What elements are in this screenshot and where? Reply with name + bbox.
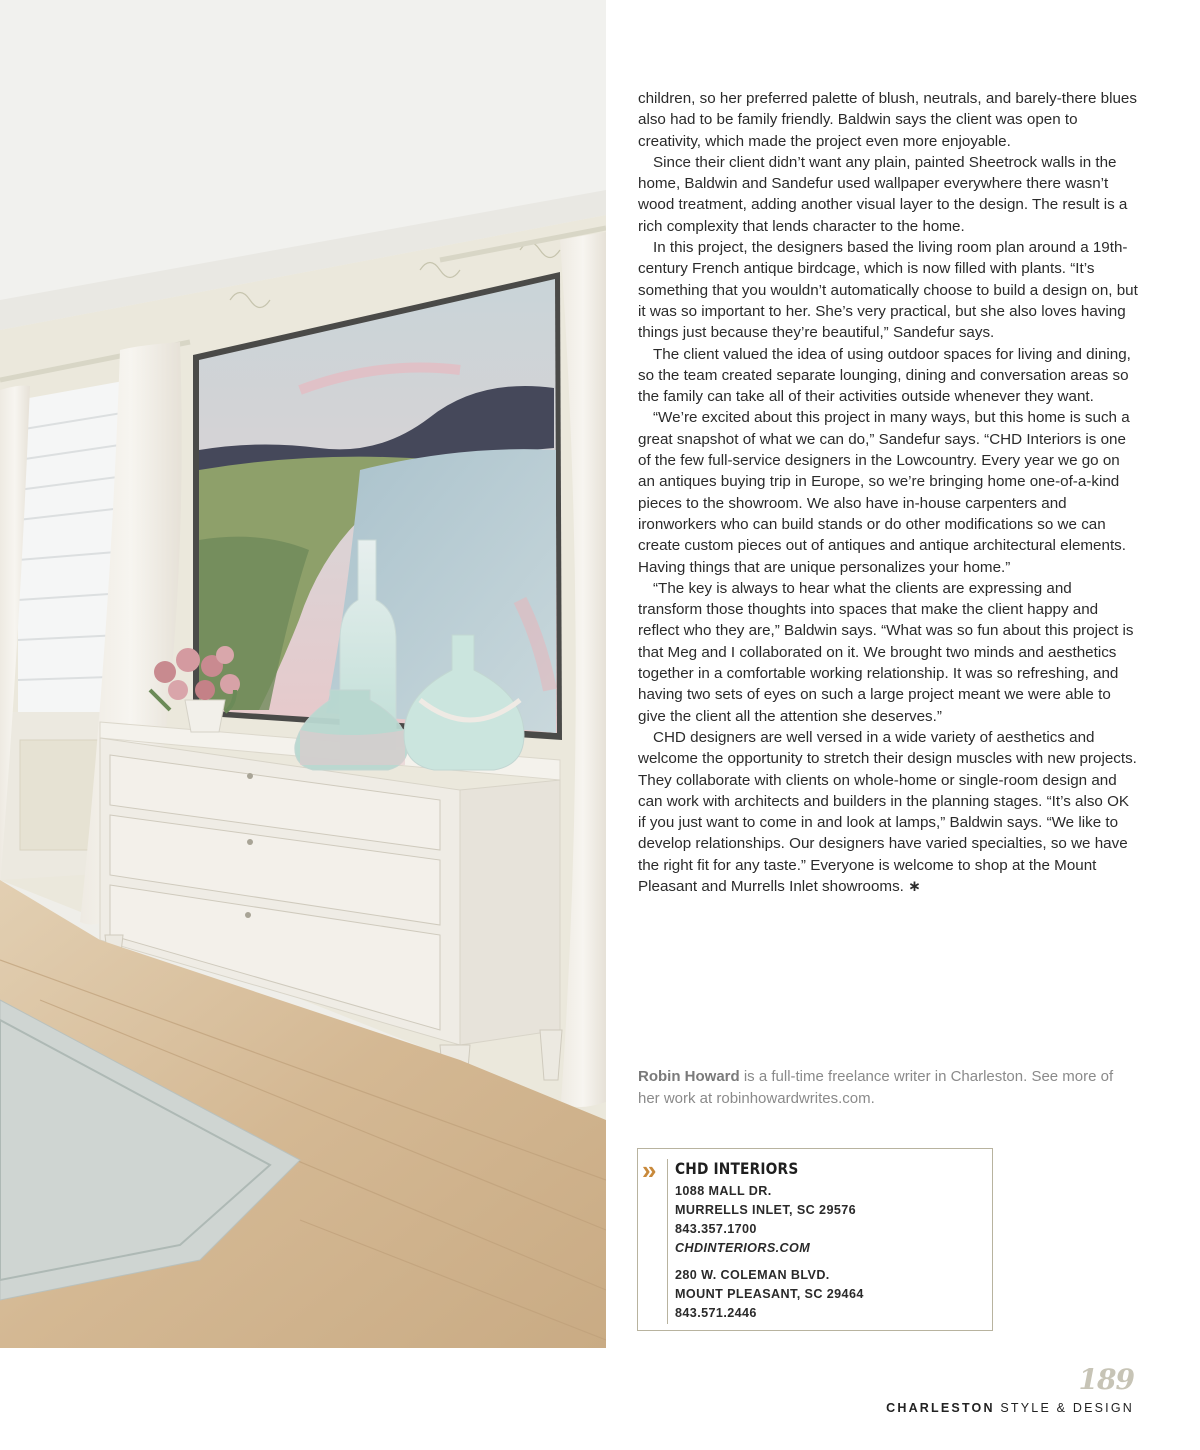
business-name: CHD INTERIORS — [675, 1159, 799, 1178]
end-mark-icon: ∗ — [908, 877, 921, 895]
article-paragraph: children, so her preferred palette of blush, neutrals, and barely-there blues also had to be family friendly. Baldwin says the client was open to creativity, which made the project even more enjoyable. — [638, 90, 1137, 150]
author-bio — [638, 1066, 1138, 1109]
phone-number[interactable]: 843.357.1700 — [675, 1222, 757, 1236]
magazine-name-rest: STYLE & DESIGN — [994, 1401, 1134, 1415]
article-paragraph: The client valued the idea of using outdoor spaces for living and dining, so the team created separate lounging, dining and conversation areas so the family can take all of their activities outside whenever they want. — [638, 345, 1131, 406]
address-city: MURRELLS INLET, SC 29576 — [675, 1203, 857, 1217]
article-paragraph: In this project, the designers based the living room plan around a 19th-century French antique birdcage, which is now filled with plants. “It’s something that you wouldn’t automatically choose to build a design on, but it was so important to her. She’s very practical, but she also loves having things just because they’re beautiful,” Sandefur says. — [638, 239, 1138, 342]
article-body — [638, 88, 1138, 897]
info-content — [675, 1159, 985, 1323]
website-link[interactable]: CHDINTERIORS.COM — [675, 1241, 811, 1255]
address-street: 1088 MALL DR. — [675, 1184, 772, 1198]
article-paragraph: “We’re excited about this project in many ways, but this home is such a great snapshot of what we can do,” Sandefur says. “CHD Interiors is one of the few full-service designers in the Lowcountry. Every year we go on an antiques buying trip in Europe, so we’re bringing home one-of-a-kind pieces to the showroom. We also have in-house carpenters and ironworkers who can build stands or do other modifications so we can create custom pieces out of antiques and antique architectural elements. Having things that are unique personalizes your home.” — [638, 409, 1130, 576]
magazine-name-bold: CHARLESTON — [886, 1401, 995, 1415]
business-info-box — [637, 1148, 993, 1331]
address-city: MOUNT PLEASANT, SC 29464 — [675, 1287, 864, 1301]
magazine-name — [886, 1401, 1134, 1415]
interior-photo — [0, 0, 606, 1348]
article-paragraph-text: CHD designers are well versed in a wide variety of aesthetics and welcome the opportunity to stretch their design muscles with new projects. They collaborate with clients on whole-home or single-room design and can work with architects and builders in the planning stages. “It’s also OK if you just want to come in and look at lamps,” Baldwin says. “We like to develop relationships. Our designers have varied specialties, so we have the right fit for any taste.” Everyone is welcome to shop at the Mount Pleasant and Murrells Inlet showrooms. — [638, 728, 1137, 895]
page-number: 189 — [1078, 1363, 1134, 1396]
vertical-divider — [667, 1159, 668, 1324]
article-last-paragraph — [638, 727, 1138, 897]
phone-number[interactable]: 843.571.2446 — [675, 1306, 757, 1320]
author-name: Robin Howard — [638, 1068, 740, 1085]
author-bio-text: is a full-time freelance writer in Charleston. See more of her work at robinhowardwrites.com. — [638, 1068, 1114, 1107]
double-chevron-icon: » — [642, 1155, 653, 1185]
address-street: 280 W. COLEMAN BLVD. — [675, 1268, 830, 1282]
article-paragraph: “The key is always to hear what the clients are expressing and transform those thoughts into spaces that make the client happy and reflect who they are,” Baldwin says. “What was so fun about this project is that Meg and I collaborated on it. We brought two minds and aesthetics together in a comfortable working relationship. It was so refreshing, and having two sets of eyes on such a large project meant we were able to give the client all the attention she deserves.” — [638, 579, 1134, 725]
article-paragraph: Since their client didn’t want any plain, painted Sheetrock walls in the home, Baldwin and Sandefur used wallpaper everywhere there wasn’t wood treatment, adding another visual layer to the design. The result is a rich complexity that lends character to the home. — [638, 153, 1128, 235]
